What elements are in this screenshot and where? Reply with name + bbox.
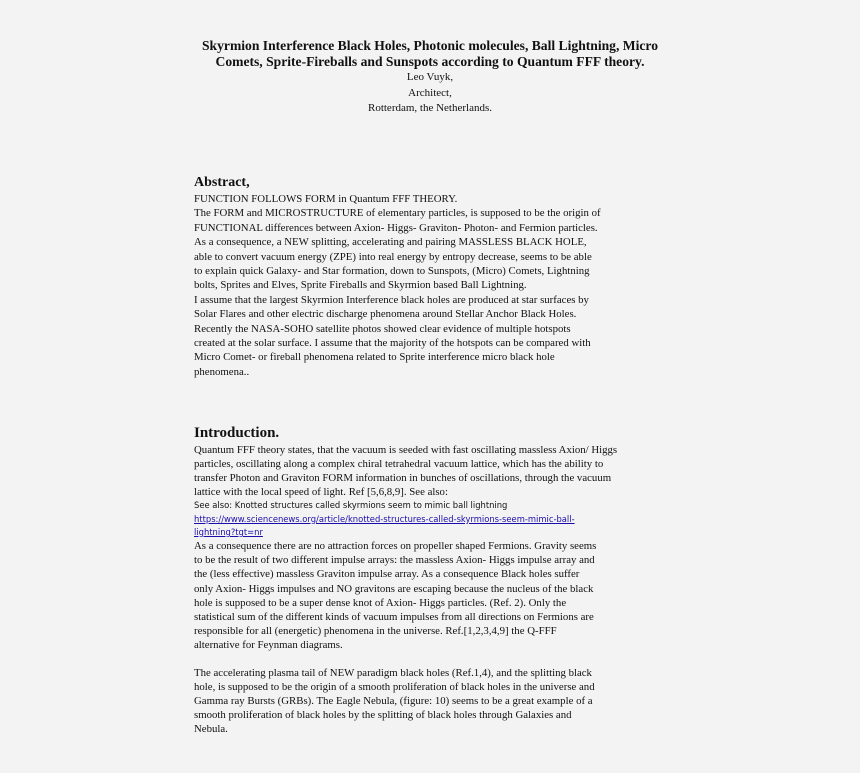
abstract-line: The FORM and MICROSTRUCTURE of elementary particles, is supposed to be the origin of xyxy=(194,207,601,220)
abstract-line: able to convert vacuum energy (ZPE) into real energy by entropy decrease, seems to be able xyxy=(194,250,592,263)
author-block xyxy=(180,70,680,117)
intro-line: transfer Photon and Graviton FORM information in bunches of oscillations, through the vacuum xyxy=(194,472,612,485)
intro-line: hole, is supposed to be the origin of a smooth proliferation of black holes in the universe and xyxy=(194,681,595,694)
intro-line: particles, oscillating along a complex chiral tetrahedral vacuum lattice, which has the ability to xyxy=(194,458,604,471)
introduction-heading: Introduction. xyxy=(194,425,280,441)
intro-line: Gamma ray Bursts (GRBs). The Eagle Nebula, (figure: 10) seems to be a great example of a xyxy=(194,695,593,708)
abstract-line: bolts, Sprites and Elves, Sprite Fireballs and Skyrmion based Ball Lightning. xyxy=(194,279,527,292)
intro-line: to be the result of two different impulse arrays: the massless Axion- Higgs impulse array and xyxy=(194,554,595,567)
intro-line: responsible for all (energetic) phenomena in the universe. Ref.[1,2,3,4,9] the Q-FFF xyxy=(194,624,557,637)
abstract-line: created at the solar surface. I assume that the majority of the hotspots can be compared with xyxy=(194,337,591,350)
intro-line: only Axion- Higgs impulses and NO gravitons are escaping because the nucleus of the black xyxy=(194,582,594,595)
intro-line: smooth proliferation of black holes by the splitting of black holes through Galaxies and xyxy=(194,709,572,722)
introduction-body xyxy=(194,443,674,736)
sciencenews-link[interactable] xyxy=(194,513,674,540)
author-location: Rotterdam, the Netherlands. xyxy=(367,102,493,114)
intro-line: alternative for Feynman diagrams. xyxy=(194,638,343,651)
intro-paragraph-1 xyxy=(194,443,674,499)
see-also-note: See also: Knotted structures called skyrmions seem to mimic ball lightning xyxy=(194,500,508,511)
intro-line: The accelerating plasma tail of NEW paradigm black holes (Ref.1,4), and the splitting black xyxy=(194,667,592,680)
intro-paragraph-3 xyxy=(194,666,674,736)
author-role: Architect, xyxy=(408,86,452,99)
abstract-line: Micro Comet- or fireball phenomena related to Sprite interference micro black hole xyxy=(194,351,555,364)
abstract-body xyxy=(194,192,664,379)
abstract-line: FUNCTION FOLLOWS FORM in Quantum FFF THEORY. xyxy=(194,193,458,205)
paragraph-gap xyxy=(194,652,674,666)
intro-line: the (less effective) massless Graviton impulse array. As a consequence Black holes suffer xyxy=(194,568,580,581)
title-line-1: Skyrmion Interference Black Holes, Photonic molecules, Ball Lightning, Micro xyxy=(202,38,658,53)
author-name: Leo Vuyk, xyxy=(406,71,454,83)
link-line-1[interactable]: https://www.sciencenews.org/article/knotted-structures-called-skyrmions-seem-mimic-ball- xyxy=(194,513,575,524)
abstract-line: FUNCTIONAL differences between Axion- Higgs- Graviton- Photon- and Fermion particles. xyxy=(194,221,598,234)
abstract-heading: Abstract, xyxy=(194,175,250,190)
abstract-line: As a consequence, a NEW splitting, accelerating and pairing MASSLESS BLACK HOLE, xyxy=(194,236,587,249)
link-line-2[interactable]: lightning?tgt=nr xyxy=(194,526,263,537)
abstract-line: I assume that the largest Skyrmion Interference black holes are produced at star surfaces by xyxy=(194,293,589,306)
title-line-2: Comets, Sprite-Fireballs and Sunspots according to Quantum FFF theory. xyxy=(215,54,645,69)
intro-line: lattice with the local speed of light. Ref [5,6,8,9]. See also: xyxy=(194,486,448,499)
intro-line: Quantum FFF theory states, that the vacuum is seeded with fast oscillating massless Axion/ Higgs xyxy=(194,444,618,456)
intro-line: Nebula. xyxy=(194,723,228,736)
abstract-line: to explain quick Galaxy- and Star formation, down to Sunspots, (Micro) Comets, Lightning xyxy=(194,265,590,278)
intro-line: statistical sum of the different kinds of vacuum impulses from all directions on Fermions are xyxy=(194,610,594,623)
abstract-line: Recently the NASA-SOHO satellite photos showed clear evidence of multiple hotspots xyxy=(194,322,571,335)
abstract-line: phenomena.. xyxy=(194,365,250,378)
intro-line: hole is supposed to be a super dense knot of Axion- Higgs particles. (Ref. 2). Only the xyxy=(194,596,567,609)
intro-paragraph-2 xyxy=(194,539,674,652)
paper-title xyxy=(180,38,680,70)
intro-line: As a consequence there are no attraction forces on propeller shaped Fermions. Gravity seems xyxy=(194,540,597,553)
abstract-line: Solar Flares and other electric discharge phenomena around Stellar Anchor Black Holes. xyxy=(194,308,577,321)
